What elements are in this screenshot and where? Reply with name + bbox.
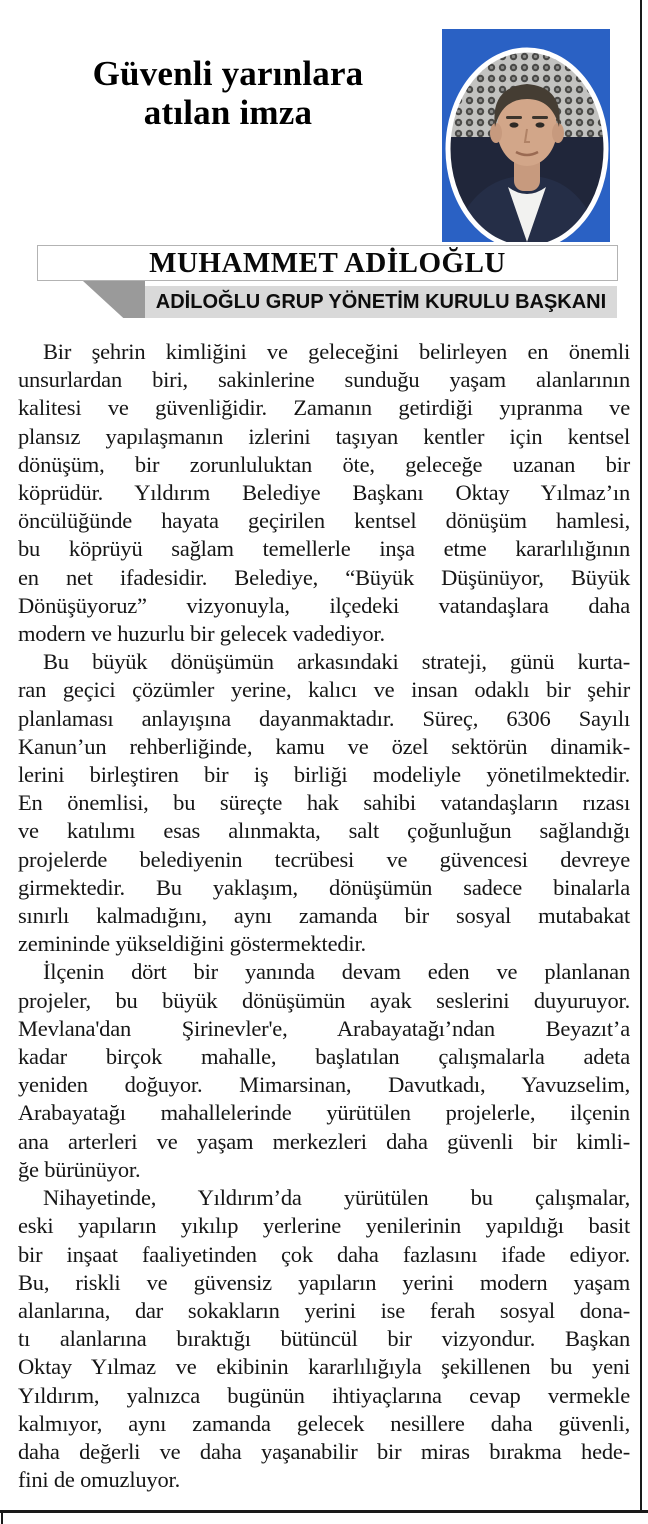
body-text-line: projelerde belediyenin tecrübesi ve güvencesi devreye (18, 846, 630, 872)
body-text-line: tı alanlarına bıraktığı bütüncül bir vizyondur. Başkan (18, 1326, 630, 1352)
author-photo (442, 29, 610, 242)
bottom-left-frame-tick (1, 1513, 3, 1524)
body-text-line: dönüşüm, bir zorunluluktan öte, geleceğe uzanan bir (18, 451, 630, 477)
body-text-line: Arabayatağı mahallelerinde yürütülen projelerle, ilçenin (18, 1100, 630, 1126)
body-text-line: unsurlardan biri, sakinlerine sunduğu yaşam alanlarının (18, 367, 630, 393)
body-text-line: planlaması anlayışına dayanmaktadır. Süreç, 6306 Sayılı (18, 705, 630, 731)
body-text-line: zemininde yükseldiğini göstermektedir. (18, 931, 366, 957)
article-title-line2: atılan imza (143, 93, 313, 132)
body-text-line: köprüdür. Yıldırım Belediye Başkanı Oktay Yılmaz’ın (18, 480, 630, 506)
body-text-line: plansız yapılaşmanın izlerini taşıyan kentler için kentsel (18, 423, 630, 449)
body-text-line: Oktay Yılmaz ve ekibinin kararlılığıyla şekillenen bu yeni (18, 1354, 630, 1380)
body-text-line: girmektedir. Bu yaklaşım, dönüşümün sadece binalarla (18, 874, 630, 900)
body-text-line: En önemlisi, bu süreçte hak sahibi vatandaşların rızası (18, 790, 630, 816)
body-text-line: kalitesi ve güvenliğidir. Zamanın getirdiği yıpranma ve (18, 395, 630, 421)
author-name-bar: MUHAMMET ADİLOĞLU (37, 245, 618, 281)
body-text-line: en net ifadesidir. Belediye, “Büyük Düşünüyor, Büyük (18, 564, 630, 590)
body-text-line: Nihayetinde, Yıldırım’da yürütülen bu çalışmalar, (43, 1185, 630, 1211)
ribbon-fold-triangle (83, 281, 145, 318)
body-text-line: sınırlı kalmadığını, aynı zamanda bir sosyal mutabakat (18, 903, 630, 929)
body-text-line: ana arterleri ve yaşam merkezleri daha güvenli bir kimli- (18, 1128, 630, 1154)
body-text-line: daha değerli ve daha yaşanabilir bir miras bırakma hede- (18, 1438, 630, 1464)
body-text-line: bu köprüyü sağlam temellerle inşa etme kararlılığının (18, 536, 630, 562)
body-text-line: kadar birçok mahalle, başlatılan çalışmalarla adeta (18, 1044, 630, 1070)
article-bottom-rule (0, 1510, 648, 1513)
body-text-line: Mevlana'dan Şirinevler'e, Arabayatağı’ndan Beyazıt’a (18, 1015, 630, 1041)
body-text-line: alanlarına, dar sokakların yerini ise ferah sosyal dona- (18, 1297, 630, 1323)
body-text-line: Bu, riskli ve güvensiz yapıların yerini modern yaşam (18, 1269, 630, 1295)
body-text-line: Dönüşüyoruz” vizyonuyla, ilçedeki vatandaşlara daha (18, 592, 630, 618)
article-title-line1: Güvenli yarınlara (92, 54, 364, 93)
article-title (18, 54, 438, 132)
body-text-line: ve katılımı esas alınmakta, salt çoğunluğun sağlandığı (18, 818, 630, 844)
body-text-line: eski yapıların yıkılıp yerlerine yenilerinin yapıldığı basit (18, 1213, 630, 1239)
body-text-line: ğe bürünüyor. (18, 1156, 141, 1182)
body-text-line: Kanun’un rehberliğinde, kamu ve özel sektörün dinamik- (18, 733, 630, 759)
article-body (18, 338, 630, 1494)
body-text-line: Yıldırım, yalnızca bugünün ihtiyaçlarına cevap vermekle (18, 1382, 630, 1408)
body-text-line: Bu büyük dönüşümün arkasındaki strateji, günü kurta- (43, 649, 630, 675)
body-text-line: İlçenin dört bir yanında devam eden ve planlanan (43, 959, 630, 985)
body-text-line: kalmıyor, aynı zamanda gelecek nesillere daha güvenli, (18, 1410, 630, 1436)
body-text-line: öncülüğünde hayata geçirilen kentsel dönüşüm hamlesi, (18, 508, 630, 534)
column-divider-right (640, 0, 642, 1512)
author-role-bar: ADİLOĞLU GRUP YÖNETİM KURULU BAŞKANI (145, 286, 617, 318)
body-text-line: projeler, bu büyük dönüşümün ayak seslerini duyuruyor. (18, 987, 630, 1013)
body-text-line: ran geçici çözümler yerine, kalıcı ve insan odaklı bir şehir (18, 677, 630, 703)
body-text-line: lerini birleştiren bir iş birliği modeliyle yönetilmektedir. (18, 762, 630, 788)
author-photo-image (442, 29, 610, 242)
body-text-line: fini de omuzluyor. (18, 1467, 180, 1493)
body-text-line: modern ve huzurlu bir gelecek vadediyor. (18, 621, 385, 647)
body-text-line: yeniden doğuyor. Mimarsinan, Davutkadı, Yavuzselim, (18, 1072, 630, 1098)
body-text-line: Bir şehrin kimliğini ve geleceğini belirleyen en önemli (43, 339, 630, 364)
body-text-line: bir inşaat faaliyetinden çok daha fazlasını ifade ediyor. (18, 1241, 630, 1267)
